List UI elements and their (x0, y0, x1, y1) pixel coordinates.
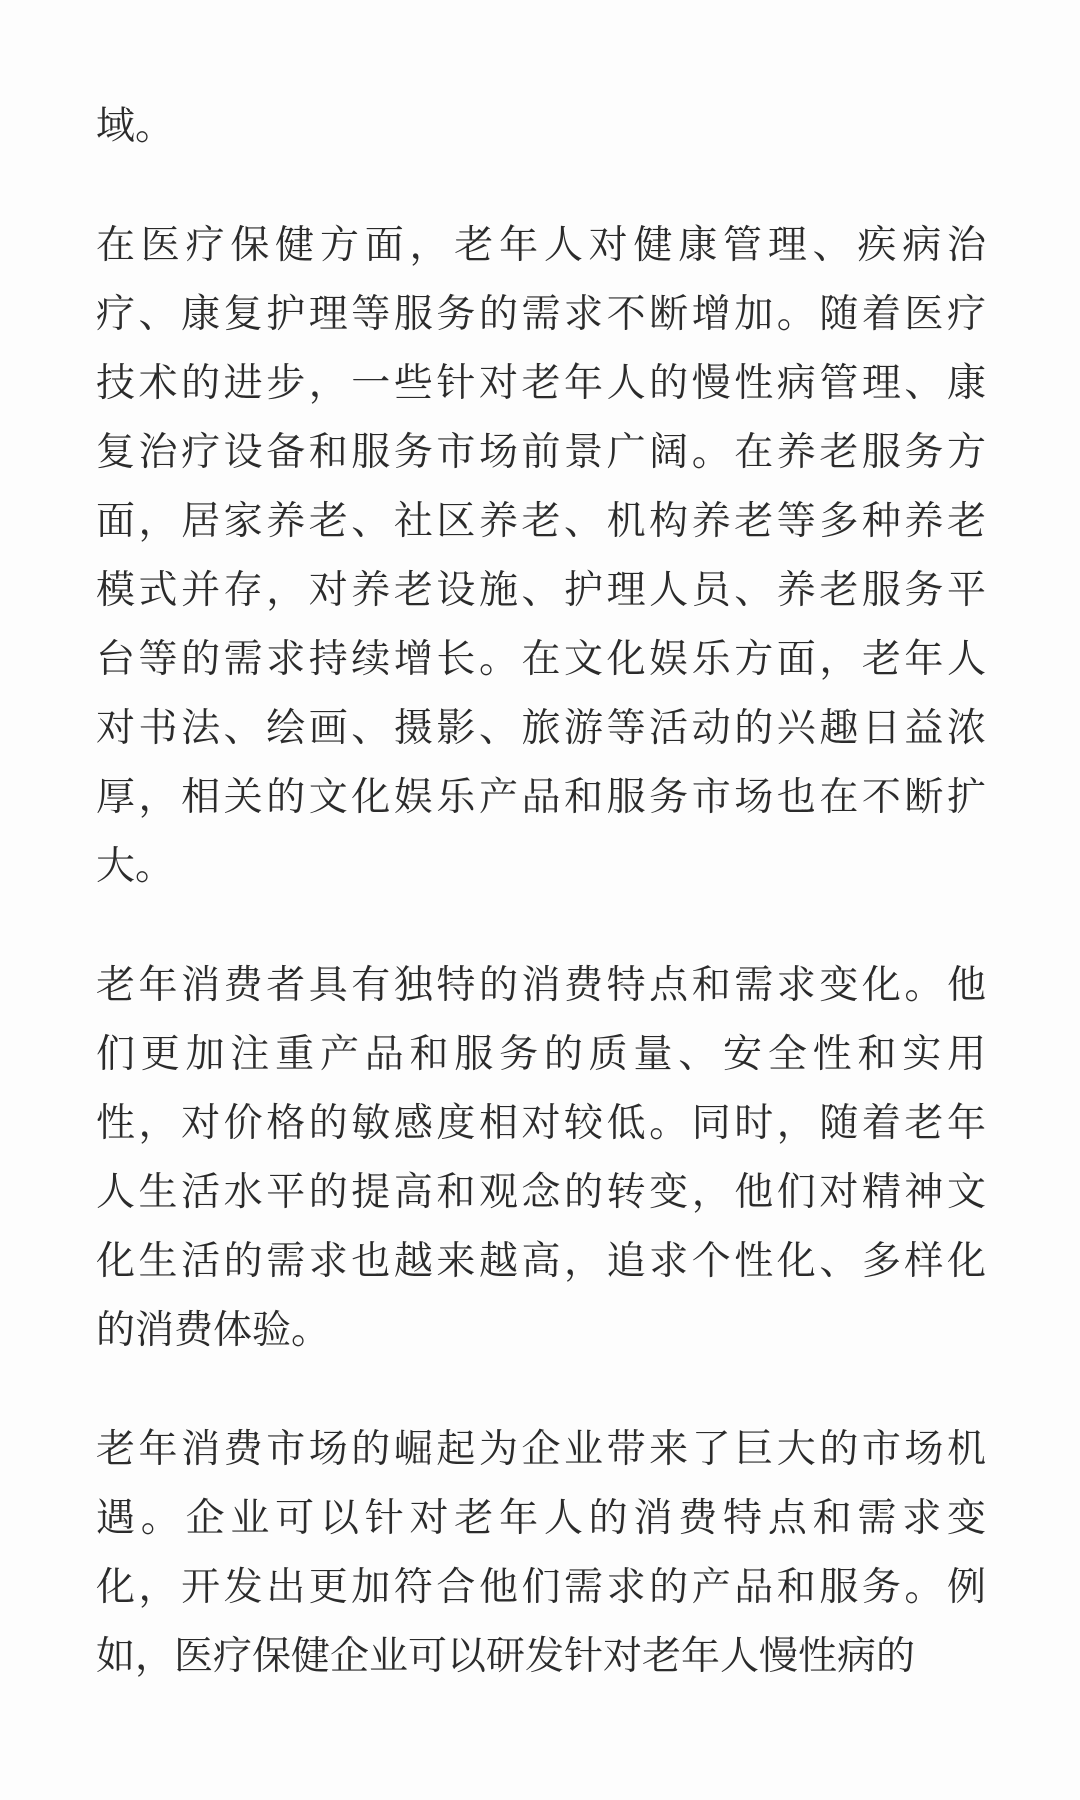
text-line: 模式并存，对养老设施、护理人员、养老服务平 (96, 568, 986, 613)
text-line: 遇。企业可以针对老年人的消费特点和需求变 (96, 1496, 986, 1541)
text-line: 的消费体验。 (96, 1308, 331, 1353)
text-line: 大。 (96, 844, 175, 889)
text-line: 面，居家养老、社区养老、机构养老等多种养老 (96, 499, 986, 544)
text-line: 化，开发出更加符合他们需求的产品和服务。例 (96, 1565, 986, 1610)
article-body (96, 92, 986, 1741)
text-line: 如，医疗保健企业可以研发针对老年人慢性病的 (96, 1634, 916, 1679)
text-line: 技术的进步，一些针对老年人的慢性病管理、康 (96, 361, 986, 406)
paragraph-3 (96, 951, 986, 1365)
paragraph-4 (96, 1415, 986, 1691)
text-line: 疗、康复护理等服务的需求不断增加。随着医疗 (96, 292, 986, 337)
paragraph-2 (96, 211, 986, 901)
text-line: 化生活的需求也越来越高，追求个性化、多样化 (96, 1239, 986, 1284)
text-line: 在医疗保健方面，老年人对健康管理、疾病治 (96, 223, 986, 268)
text-line: 人生活水平的提高和观念的转变，他们对精神文 (96, 1170, 986, 1215)
text-line: 们更加注重产品和服务的质量、安全性和实用 (96, 1032, 986, 1077)
text-line: 台等的需求持续增长。在文化娱乐方面，老年人 (96, 637, 986, 682)
text-line: 老年消费者具有独特的消费特点和需求变化。他 (96, 963, 986, 1008)
text-line: 性，对价格的敏感度相对较低。同时，随着老年 (96, 1101, 986, 1146)
text-line: 域。 (96, 104, 175, 149)
text-line: 厚，相关的文化娱乐产品和服务市场也在不断扩 (96, 775, 986, 820)
text-line: 对书法、绘画、摄影、旅游等活动的兴趣日益浓 (96, 706, 986, 751)
text-line: 老年消费市场的崛起为企业带来了巨大的市场机 (96, 1427, 986, 1472)
text-line: 复治疗设备和服务市场前景广阔。在养老服务方 (96, 430, 986, 475)
paragraph-1 (96, 92, 986, 161)
